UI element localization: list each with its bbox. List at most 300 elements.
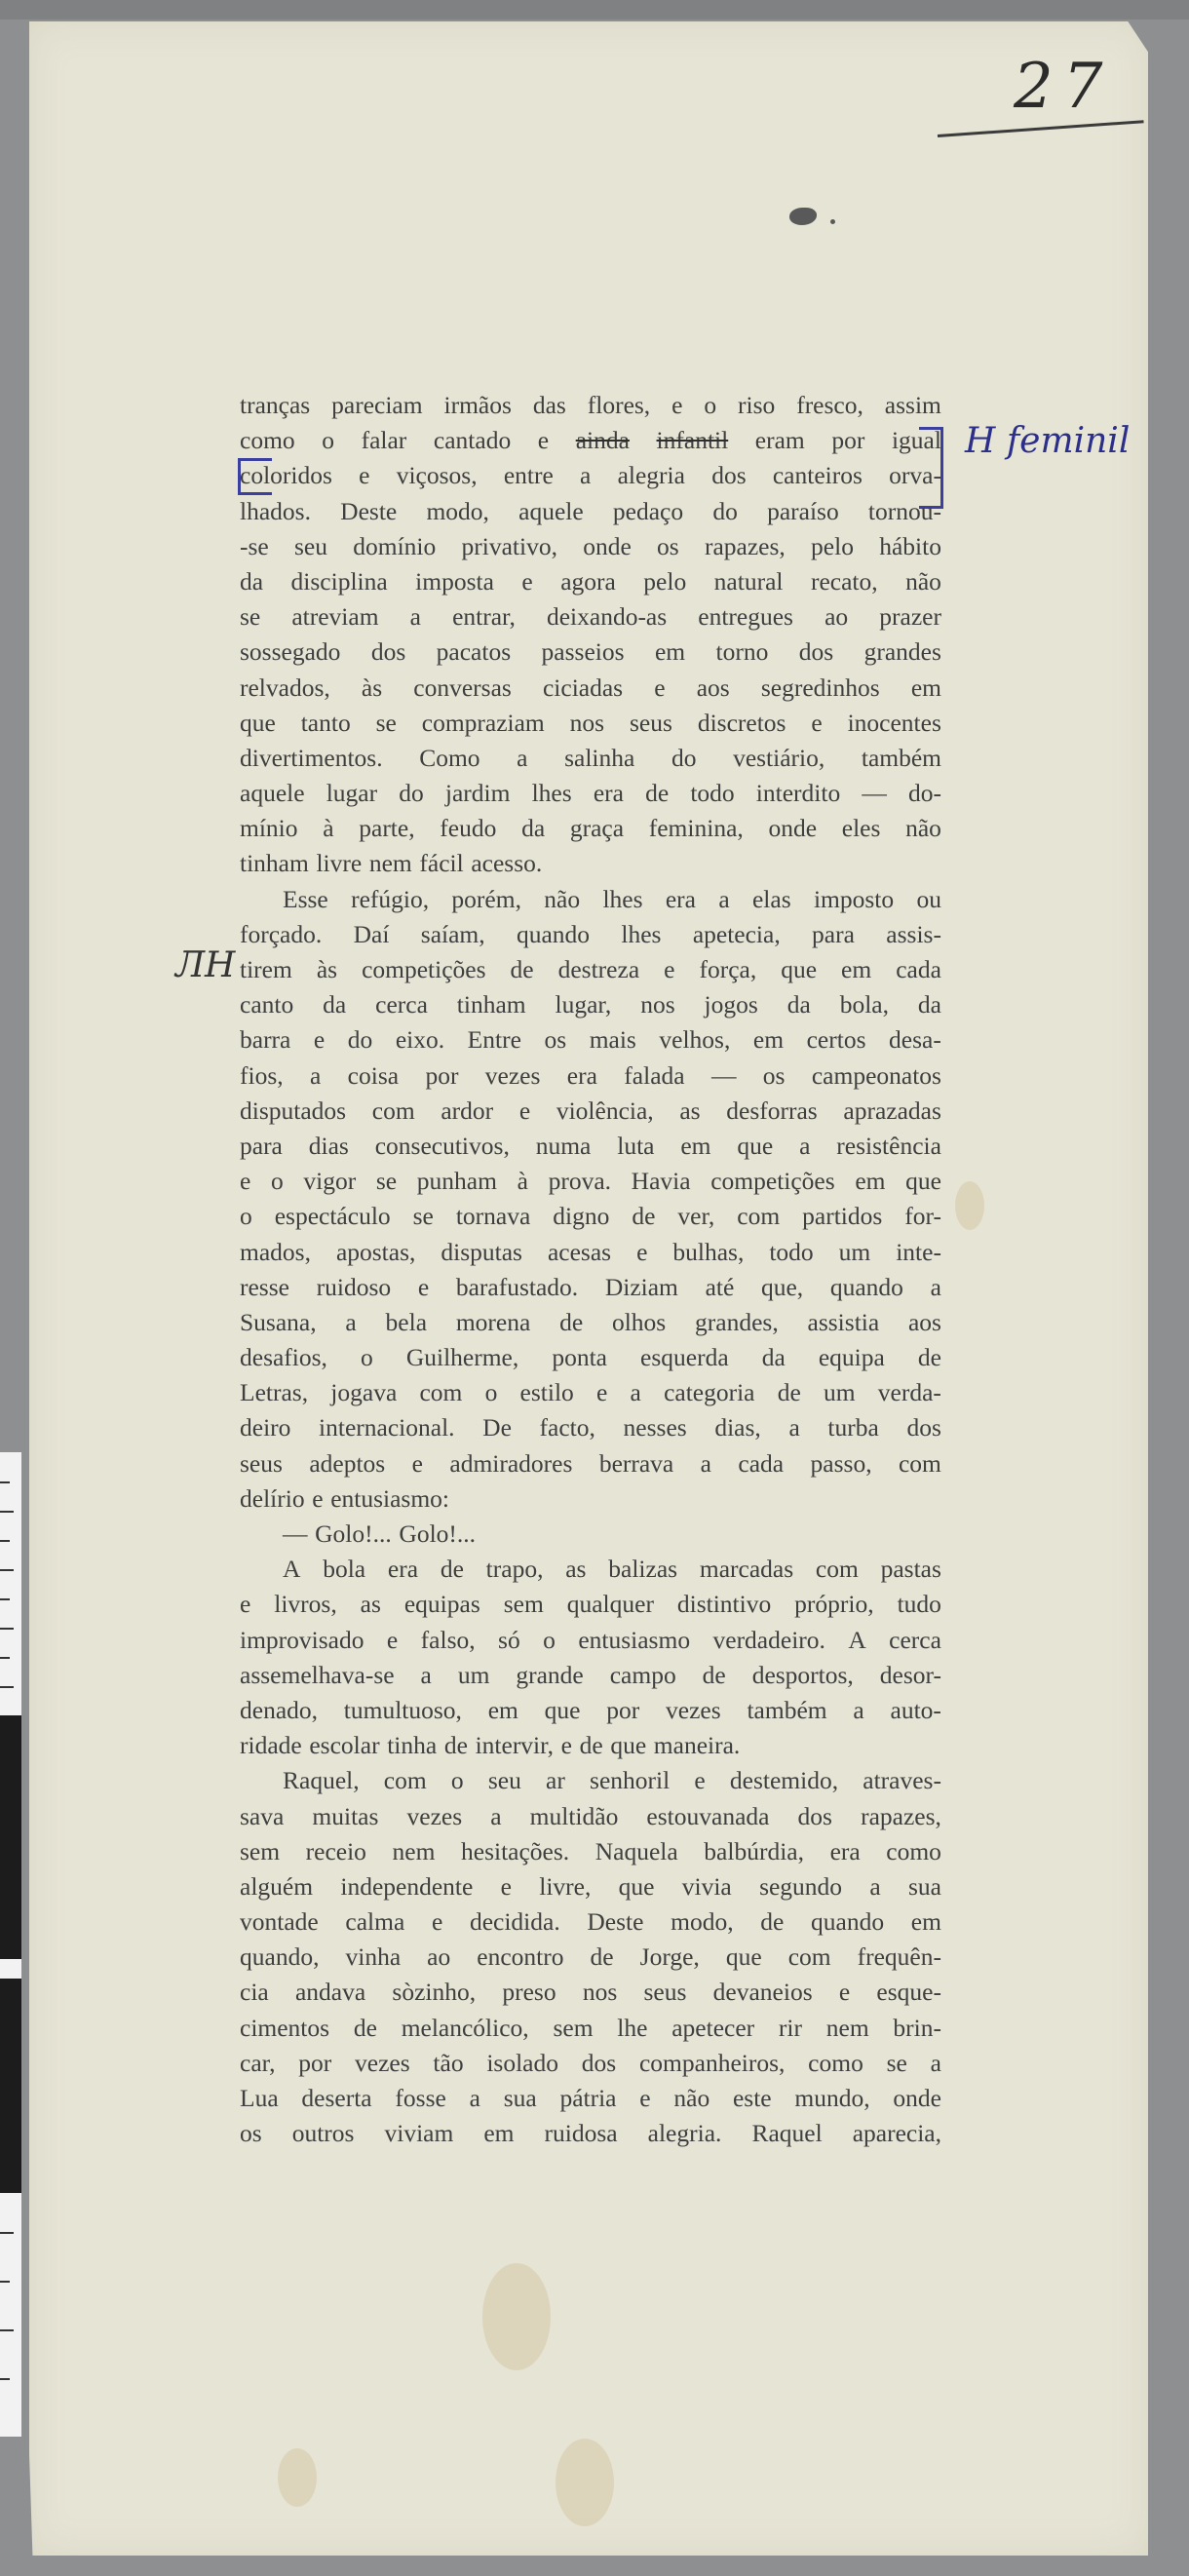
text-word: da bbox=[240, 566, 264, 596]
text-word: auto- bbox=[890, 1695, 941, 1724]
text-word: cada bbox=[738, 1448, 785, 1478]
foxing-stain bbox=[278, 2448, 317, 2507]
text-word: deiro bbox=[240, 1413, 291, 1442]
text-word: ar bbox=[546, 1766, 565, 1795]
text-word: que bbox=[905, 1167, 941, 1196]
text-word: intervir, bbox=[475, 1731, 554, 1760]
text-word: com bbox=[419, 1378, 463, 1407]
text-word: do- bbox=[907, 779, 941, 808]
text-word: de bbox=[559, 1307, 584, 1336]
text-word: Guilherme, bbox=[405, 1343, 519, 1372]
text-word: que bbox=[725, 1942, 762, 1972]
text-word: a bbox=[718, 884, 730, 913]
text-word: canto bbox=[240, 990, 294, 1019]
text-word: ardor bbox=[441, 1096, 494, 1125]
text-word: destreza bbox=[557, 955, 640, 983]
text-word: para bbox=[240, 1131, 283, 1160]
text-word: verda- bbox=[877, 1378, 941, 1407]
text-word: viçosos, bbox=[396, 461, 478, 490]
text-word: compraziam bbox=[421, 708, 545, 737]
text-word: delírio bbox=[240, 1483, 305, 1513]
text-word: e bbox=[671, 391, 683, 419]
text-word: cia bbox=[240, 1978, 269, 2007]
text-word: e bbox=[411, 1448, 423, 1478]
text-word: preso bbox=[502, 1978, 556, 2007]
text-word: um bbox=[823, 1378, 856, 1407]
text-line bbox=[240, 1552, 941, 1587]
text-word: Golo!... bbox=[399, 1519, 477, 1548]
text-word: desforras bbox=[726, 1096, 818, 1125]
text-word: fios, bbox=[240, 1060, 284, 1090]
text-word: e bbox=[654, 673, 666, 702]
text-line bbox=[240, 1587, 941, 1622]
text-word: graça bbox=[569, 814, 625, 843]
text-word: alegria bbox=[617, 461, 685, 490]
text-word: — bbox=[862, 779, 887, 808]
text-word: olhos bbox=[611, 1307, 667, 1336]
foxing-stain bbox=[556, 2439, 614, 2526]
text-word: falar bbox=[361, 426, 407, 455]
ink-dot bbox=[830, 219, 835, 224]
text-word: bela bbox=[385, 1307, 428, 1336]
text-line bbox=[240, 1094, 941, 1129]
text-word: de bbox=[645, 779, 670, 808]
text-line bbox=[240, 564, 941, 599]
text-word: nos bbox=[582, 1978, 618, 2007]
text-word: flores, bbox=[587, 391, 651, 419]
text-word: espectáculo bbox=[274, 1202, 391, 1231]
text-word: resistência bbox=[836, 1131, 941, 1160]
text-word: mínio bbox=[240, 814, 298, 843]
text-word: hábito bbox=[879, 531, 941, 560]
text-word: segundo bbox=[759, 1871, 843, 1901]
text-word: lhes bbox=[602, 884, 643, 913]
text-word: tanto bbox=[300, 708, 351, 737]
text-word: barra bbox=[240, 1025, 291, 1055]
text-word: tumultuoso, bbox=[343, 1695, 462, 1724]
text-line bbox=[240, 1481, 941, 1517]
text-word: morena bbox=[455, 1307, 531, 1336]
text-word: cada bbox=[896, 955, 941, 983]
text-word: Esse bbox=[283, 884, 328, 913]
text-word: balizas bbox=[608, 1555, 678, 1584]
text-word: em bbox=[752, 1025, 785, 1055]
ruler-light-segment bbox=[0, 2193, 21, 2437]
text-word: e bbox=[664, 955, 675, 983]
text-word: de bbox=[702, 1660, 726, 1689]
text-word: e bbox=[386, 1625, 399, 1654]
text-word: onde bbox=[583, 531, 632, 560]
text-word: assis- bbox=[886, 919, 941, 948]
text-word: até bbox=[705, 1272, 735, 1301]
text-word: competições bbox=[710, 1167, 835, 1196]
text-word: que, bbox=[760, 1272, 804, 1301]
text-word: em bbox=[654, 637, 686, 667]
text-word: aos bbox=[907, 1307, 941, 1336]
text-word: refúgio, bbox=[351, 884, 430, 913]
ruler-tick bbox=[0, 1511, 14, 1513]
text-word: deserta bbox=[301, 2084, 372, 2112]
text-word: outros bbox=[291, 2119, 355, 2148]
text-word: por bbox=[425, 1060, 459, 1090]
text-word: era bbox=[566, 1060, 597, 1090]
text-word: a bbox=[869, 1871, 881, 1901]
text-word: sua bbox=[907, 1871, 941, 1901]
text-word: eixo. bbox=[395, 1025, 445, 1055]
text-word: interdito bbox=[755, 779, 841, 808]
text-line bbox=[240, 1940, 941, 1975]
text-word: certos bbox=[806, 1025, 866, 1055]
text-word: e bbox=[240, 1590, 251, 1619]
text-word: este bbox=[732, 2084, 772, 2112]
text-word: competições bbox=[362, 955, 486, 983]
text-word: bulhas, bbox=[672, 1237, 745, 1266]
text-word: a bbox=[469, 2084, 480, 2112]
text-word: do bbox=[712, 496, 738, 525]
text-word: natural bbox=[713, 566, 784, 596]
text-word: vigor bbox=[303, 1167, 357, 1196]
text-word: domínio bbox=[353, 531, 437, 560]
text-word: da bbox=[761, 1343, 786, 1372]
text-word: qualquer bbox=[566, 1590, 654, 1619]
text-word: acesso. bbox=[471, 849, 543, 878]
text-word: as bbox=[360, 1590, 381, 1619]
text-word: de bbox=[777, 1378, 801, 1407]
text-word: escolar bbox=[309, 1731, 380, 1760]
text-line bbox=[240, 494, 941, 529]
text-word: desa- bbox=[889, 1025, 941, 1055]
text-word: orva- bbox=[889, 461, 941, 490]
text-word: do bbox=[671, 743, 697, 772]
text-line bbox=[240, 671, 941, 706]
text-word: saíam, bbox=[420, 919, 485, 948]
text-line bbox=[240, 1623, 941, 1658]
text-word: brin- bbox=[893, 2013, 941, 2042]
ruler-tick bbox=[0, 1481, 10, 1483]
text-word: digno bbox=[553, 1202, 610, 1231]
text-word: jogava bbox=[330, 1378, 398, 1407]
text-word: seu bbox=[487, 1766, 521, 1795]
text-word: sua bbox=[503, 2084, 537, 2112]
text-word: conversas bbox=[413, 673, 512, 702]
text-word: ver, bbox=[677, 1202, 715, 1231]
scan-background bbox=[0, 0, 1189, 19]
text-word: a bbox=[345, 1307, 357, 1336]
scale-ruler bbox=[0, 1452, 21, 2437]
text-word: era bbox=[387, 1555, 419, 1584]
text-word: feudo bbox=[440, 814, 497, 843]
text-word: modo, bbox=[671, 1907, 734, 1937]
foxing-stain bbox=[955, 1181, 984, 1230]
text-word: dos bbox=[798, 637, 834, 667]
text-word: dias, bbox=[714, 1413, 761, 1442]
text-word: e bbox=[518, 1096, 531, 1125]
text-word: dos bbox=[581, 2048, 617, 2077]
text-word: pátria bbox=[559, 2084, 617, 2112]
text-word: um bbox=[457, 1660, 490, 1689]
text-line bbox=[240, 1658, 941, 1693]
text-word: nem bbox=[368, 849, 412, 878]
text-word: Havia bbox=[631, 1167, 691, 1196]
text-word: ou bbox=[916, 884, 941, 913]
text-word: mundo, bbox=[794, 2084, 870, 2112]
text-word: adeptos bbox=[309, 1448, 386, 1478]
text-word: atreviam bbox=[291, 602, 379, 632]
text-word: que bbox=[240, 708, 276, 737]
text-line bbox=[240, 2081, 941, 2116]
text-word: a bbox=[853, 1695, 864, 1724]
text-word: berrava bbox=[598, 1448, 674, 1478]
text-line bbox=[240, 2011, 941, 2046]
text-word: e bbox=[537, 426, 550, 455]
text-word: categoria bbox=[664, 1378, 755, 1407]
text-word: hesitações. bbox=[461, 1836, 570, 1865]
text-word: coloridos bbox=[240, 461, 332, 490]
text-word: nos bbox=[569, 708, 605, 737]
text-word: que bbox=[737, 1131, 774, 1160]
text-word: da bbox=[786, 990, 811, 1019]
text-word: prazer bbox=[879, 602, 941, 632]
text-word: inocentes bbox=[847, 708, 941, 737]
text-word: apetecer bbox=[671, 2013, 755, 2042]
text-word: equipa bbox=[818, 1343, 885, 1372]
text-word: Lua bbox=[240, 2084, 279, 2112]
text-word: dos bbox=[370, 637, 406, 667]
text-word: livros, bbox=[274, 1590, 337, 1619]
text-word: não bbox=[544, 884, 581, 913]
text-word: aquele bbox=[240, 779, 305, 808]
ruler-tick bbox=[0, 1540, 10, 1542]
text-word: Letras, bbox=[240, 1378, 309, 1407]
ruler-tick bbox=[0, 2378, 10, 2380]
text-word: acesas bbox=[547, 1237, 612, 1266]
text-line bbox=[240, 917, 941, 952]
text-word: tornou- bbox=[867, 496, 941, 525]
text-word: e bbox=[359, 461, 370, 490]
body-text bbox=[240, 388, 941, 2151]
text-word: apetecia, bbox=[692, 919, 781, 948]
text-word: e bbox=[312, 1483, 324, 1513]
text-word: igual bbox=[891, 426, 941, 455]
text-word: rapazes, bbox=[861, 1801, 941, 1830]
text-word: e bbox=[596, 1378, 608, 1407]
text-line bbox=[240, 952, 941, 987]
text-word: alguém bbox=[240, 1871, 314, 1901]
text-word: grandes bbox=[863, 637, 941, 667]
text-word: se bbox=[412, 1202, 434, 1231]
text-word: onde bbox=[893, 2084, 941, 2112]
text-word: as bbox=[679, 1096, 701, 1125]
text-word: ruidoso bbox=[316, 1272, 392, 1301]
text-word: com bbox=[737, 1202, 781, 1231]
text-word: assemelhava-se bbox=[240, 1660, 395, 1689]
text-word: em bbox=[855, 1167, 886, 1196]
text-word: coisa bbox=[347, 1060, 400, 1090]
text-word: Entre bbox=[467, 1025, 521, 1055]
text-word: fácil bbox=[419, 849, 464, 878]
text-word: a bbox=[580, 461, 592, 490]
text-word: senhoril bbox=[590, 1766, 671, 1795]
ruler-tick bbox=[0, 1628, 14, 1630]
text-word: apostas, bbox=[335, 1237, 416, 1266]
text-word: multidão bbox=[529, 1801, 619, 1830]
text-word: tudo bbox=[897, 1590, 941, 1619]
text-word: um bbox=[838, 1237, 871, 1266]
text-word: aprazadas bbox=[843, 1096, 941, 1125]
text-word: decidida. bbox=[469, 1907, 560, 1937]
text-word: vezes bbox=[484, 1060, 541, 1090]
text-word: turba bbox=[827, 1413, 879, 1442]
text-line bbox=[240, 1693, 941, 1728]
text-word: como bbox=[886, 1836, 941, 1865]
text-word: Susana, bbox=[240, 1307, 317, 1336]
text-line bbox=[240, 706, 941, 741]
text-word: e bbox=[313, 1025, 326, 1055]
text-line bbox=[240, 1058, 941, 1094]
text-word: sossegado bbox=[240, 637, 341, 667]
text-word: e bbox=[521, 566, 533, 596]
text-word: onde bbox=[768, 814, 818, 843]
text-word: vezes bbox=[666, 1695, 721, 1724]
text-word: lhes bbox=[531, 779, 572, 808]
text-line bbox=[240, 599, 941, 634]
text-word: eles bbox=[841, 814, 881, 843]
text-word: nesses bbox=[623, 1413, 687, 1442]
text-word: à bbox=[517, 1167, 528, 1196]
text-line bbox=[240, 529, 941, 564]
text-word: à bbox=[323, 814, 334, 843]
text-word: era bbox=[593, 779, 624, 808]
text-word: cerca bbox=[375, 990, 428, 1019]
text-word: facto, bbox=[539, 1413, 595, 1442]
text-word: era bbox=[665, 884, 696, 913]
text-word: vontade bbox=[240, 1907, 319, 1937]
text-word: com bbox=[787, 1942, 831, 1972]
text-word: o bbox=[240, 1202, 252, 1231]
text-word: divertimentos. bbox=[240, 743, 383, 772]
text-word: a bbox=[309, 1060, 322, 1090]
text-word: violência, bbox=[556, 1096, 654, 1125]
text-word: tinham bbox=[240, 849, 309, 878]
text-line bbox=[240, 2046, 941, 2081]
text-line bbox=[240, 1410, 941, 1445]
text-word: destemido, bbox=[729, 1766, 839, 1795]
text-word: distintivo bbox=[676, 1590, 772, 1619]
text-word: tão bbox=[433, 2048, 464, 2077]
text-word: agora bbox=[560, 566, 616, 596]
text-word: muitas bbox=[312, 1801, 379, 1830]
text-line bbox=[240, 987, 941, 1022]
text-word: rapazes, bbox=[704, 531, 786, 560]
text-word: entrar, bbox=[452, 602, 516, 632]
text-word: resse bbox=[240, 1272, 289, 1301]
text-word: marcadas bbox=[699, 1555, 794, 1584]
text-word: quando bbox=[829, 1272, 903, 1301]
text-word: aos bbox=[696, 673, 730, 702]
text-word: e bbox=[240, 1167, 251, 1196]
text-word: desor- bbox=[879, 1660, 941, 1689]
text-line bbox=[240, 1129, 941, 1164]
text-line bbox=[240, 388, 941, 423]
text-word: se bbox=[886, 2048, 907, 2077]
text-word: Raquel, bbox=[283, 1766, 360, 1795]
text-word: recato, bbox=[810, 566, 878, 596]
text-word: e bbox=[560, 1731, 572, 1760]
text-word: a bbox=[930, 2048, 941, 2077]
text-word: como bbox=[808, 2048, 863, 2077]
text-word: próprio, bbox=[794, 1590, 874, 1619]
ruler-tick bbox=[0, 2281, 10, 2283]
text-word: dos bbox=[797, 1801, 832, 1830]
text-word: canteiros bbox=[772, 461, 863, 490]
text-word: vivia bbox=[681, 1871, 732, 1901]
text-word: relvados, bbox=[240, 673, 330, 702]
text-word: internacional. bbox=[319, 1413, 455, 1442]
text-word: feminina, bbox=[648, 814, 744, 843]
text-word: a bbox=[700, 1448, 711, 1478]
text-word: cimentos bbox=[240, 2013, 330, 2042]
text-word: com bbox=[898, 1448, 941, 1478]
text-word: seus bbox=[643, 1978, 687, 2007]
text-word: em bbox=[910, 673, 941, 702]
text-word: A bbox=[848, 1625, 866, 1654]
text-word: passeios bbox=[541, 637, 625, 667]
text-word: que bbox=[618, 1871, 655, 1901]
text-word: do bbox=[347, 1025, 373, 1055]
text-line bbox=[240, 2116, 941, 2151]
text-word: esquerda bbox=[640, 1343, 729, 1372]
text-word: que bbox=[610, 1731, 647, 1760]
text-word: também bbox=[861, 743, 941, 772]
text-line bbox=[240, 882, 941, 917]
text-line bbox=[240, 1446, 941, 1481]
text-word: calma bbox=[345, 1907, 405, 1937]
text-word: pastas bbox=[880, 1555, 941, 1584]
text-word: de bbox=[760, 1907, 785, 1937]
text-word: às bbox=[361, 673, 383, 702]
text-line bbox=[240, 1164, 941, 1199]
text-word: barafustado. bbox=[455, 1272, 579, 1301]
text-word: das bbox=[532, 391, 566, 419]
text-word: ao bbox=[427, 1942, 451, 1972]
text-word: o bbox=[484, 1378, 498, 1407]
text-word: sem bbox=[503, 1590, 544, 1619]
text-word: lhados. bbox=[240, 496, 311, 525]
text-line bbox=[240, 1834, 941, 1869]
text-word: em bbox=[483, 2119, 515, 2148]
ruler-tick bbox=[0, 1569, 14, 1571]
text-word: assim bbox=[884, 391, 941, 419]
text-word: por bbox=[831, 426, 865, 455]
ruler-tick bbox=[0, 1686, 14, 1688]
text-word: admiradores bbox=[449, 1448, 573, 1478]
text-word: lugar, bbox=[555, 990, 612, 1019]
text-word: forçado. bbox=[240, 919, 323, 948]
text-word: fresco, bbox=[796, 391, 863, 419]
text-word: lugar bbox=[326, 779, 378, 808]
text-word: só bbox=[498, 1625, 520, 1654]
text-word: jogos bbox=[704, 990, 758, 1019]
text-word: vezes bbox=[406, 1801, 463, 1830]
text-word: com bbox=[815, 1555, 859, 1584]
text-word: a bbox=[788, 1413, 800, 1442]
text-word: campeonatos bbox=[811, 1060, 941, 1090]
text-word: que bbox=[544, 1695, 581, 1724]
text-word: ridade bbox=[240, 1731, 302, 1760]
text-word: que bbox=[781, 955, 818, 983]
text-word: pelo bbox=[811, 531, 854, 560]
ruler-light-segment bbox=[0, 1452, 21, 1715]
